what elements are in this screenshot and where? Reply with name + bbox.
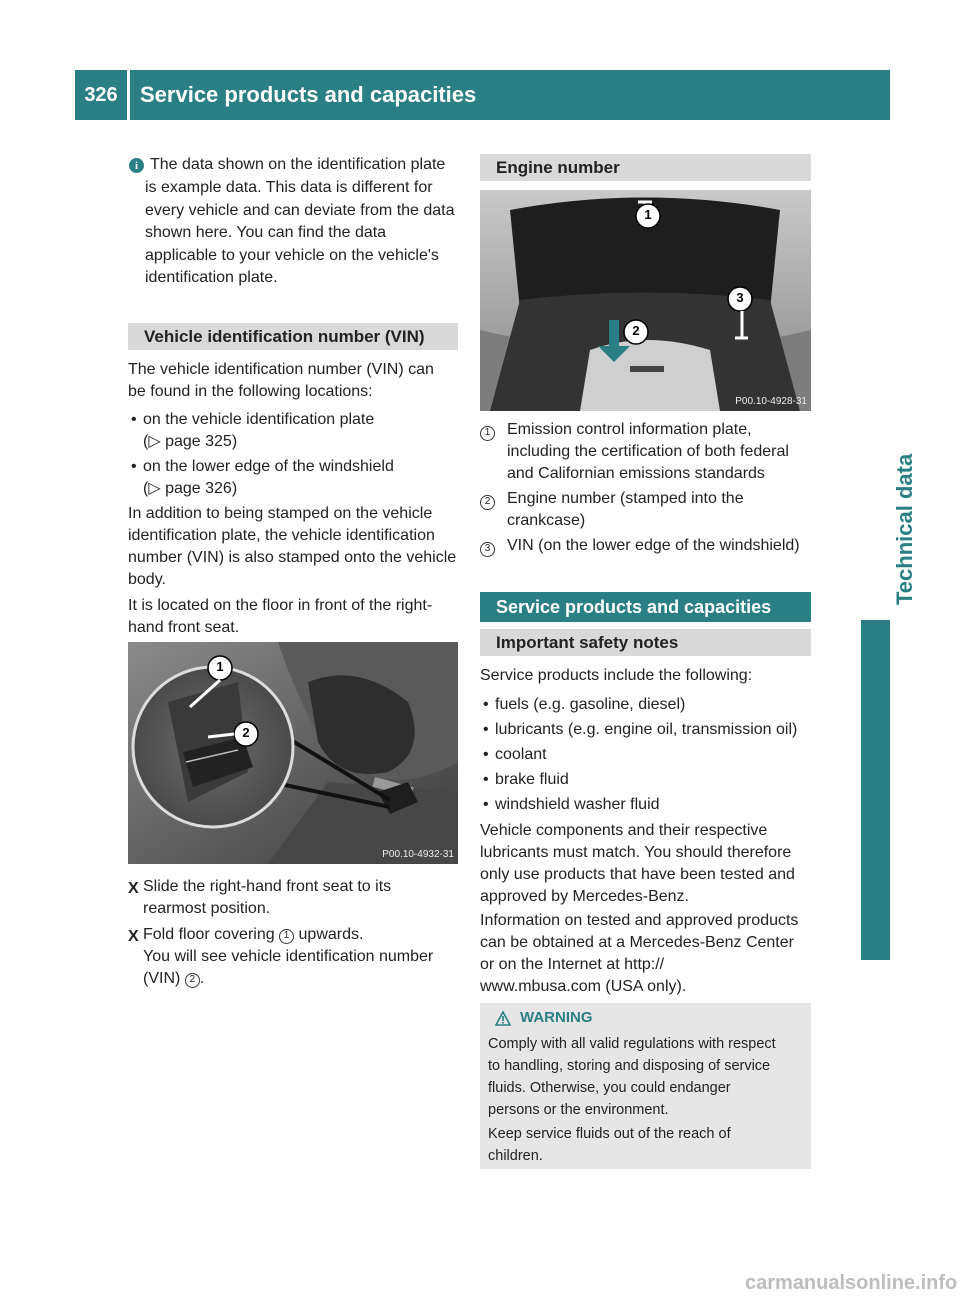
vin-bullet-2: • on the lower edge of the windshield [143,456,458,478]
warning-text-1 [488,1033,813,1121]
legend-3-line: VIN (on the lower edge of the windshield) [507,537,800,554]
seat-marker-1: 1 [216,659,224,674]
warning-line-5: Keep service fluids out of the reach of [488,1126,731,1142]
product-item-1: • fuels (e.g. gasoline, diesel) [495,694,815,716]
legend-2-line-1: Engine number (stamped into the [507,490,744,507]
info-line-2: is example data. This data is different for [145,179,433,196]
legend-2-marker [480,490,495,512]
warning-line-2: to handling, storing and disposing of service [488,1058,771,1074]
watermark: carmanualsonline.info [745,1272,958,1294]
step-2-text-d: (VIN) [143,970,181,987]
legend-1-icon: 1 [480,426,495,441]
vin-bullet-1-ref: (▷ page 325) [143,433,238,450]
step-2-text-b: upwards. [298,926,364,943]
warning-line-6: children. [488,1148,543,1164]
vin-heading: Vehicle identification number (VIN) [128,323,458,350]
side-tab-label: Technical data [892,453,917,605]
side-tab-label-wrap [862,355,917,605]
side-tab-bar [861,620,890,960]
para1-line-2: lubricants must match. You should therefore [480,844,792,861]
warning-line-4: persons or the environment. [488,1102,669,1118]
section-heading: Service products and capacities [480,592,811,622]
info-icon: i [129,158,144,173]
legend-1-marker [480,421,495,443]
warning-triangle-icon [495,1011,511,1026]
marker-2-icon: 2 [185,973,200,988]
vin-bullet-2-ref: (▷ page 326) [143,480,238,497]
legend-2-line-2: crankcase) [507,512,586,529]
step-2-line-2: You will see vehicle identification number [143,948,434,965]
engine-photo [480,190,811,411]
para1-line-4: approved by Mercedes-Benz. [480,888,689,905]
legend-2-icon: 2 [480,495,495,510]
seat-photo-illustration [128,642,458,864]
seat-photo [128,642,458,864]
page-title: Service products and capacities [140,82,477,107]
step-1-line-1: Slide the right-hand front seat to its [143,878,392,895]
info-line-1: The data shown on the identification plate [150,156,446,173]
product-item-2: • lubricants (e.g. engine oil, transmission oil) [495,719,815,741]
products-intro: Service products include the following: [480,667,753,684]
page-number: 326 [84,83,118,106]
legend-1-line-3: and Californian emissions standards [507,465,765,482]
para1-line-3: only use products that have been tested and [480,866,795,883]
vin-intro-1: The vehicle identification number (VIN) can [128,361,434,378]
info-line-4: shown here. You can find the data [145,224,387,241]
seat-photo-code: P00.10-4932-31 [382,849,454,860]
engine-marker-1: 1 [644,207,652,222]
step-2-marker: X [128,928,139,945]
vin-para-2: identification plate, the vehicle identification [128,527,435,544]
engine-photo-illustration [480,190,811,411]
engine-marker-2: 2 [632,323,640,338]
step-2-line-1 [143,924,463,946]
para2-line-4: www.mbusa.com (USA only). [480,978,687,995]
seat-marker-2: 2 [242,725,250,740]
step-2-text-a: Fold floor covering [143,926,275,943]
info-line-3: every vehicle and can deviate from the data [145,202,455,219]
vin-para2-2: hand front seat. [128,619,240,636]
vin-intro-2: be found in the following locations: [128,383,373,400]
header-divider [127,70,130,120]
engine-heading: Engine number [480,154,811,181]
step-1-marker: X [128,880,139,897]
legend-3-icon: 3 [480,542,495,557]
step-2-line-3 [143,968,463,990]
para2-line-2: can be obtained at a Mercedes-Benz Center [480,934,794,951]
marker-1-icon: 1 [279,929,294,944]
info-line-6: identification plate. [145,269,278,286]
vin-para-1: In addition to being stamped on the vehicle [128,505,433,522]
vin-para-3: number (VIN) is also stamped onto the vehicle [128,549,457,566]
safety-heading: Important safety notes [480,629,811,656]
warning-line-3: fluids. Otherwise, you could endanger [488,1080,731,1096]
warning-text-2 [488,1123,813,1167]
vin-bullet-1: • on the vehicle identification plate [143,409,458,431]
warning-line-1: Comply with all valid regulations with respect [488,1036,776,1052]
legend-1-line-1: Emission control information plate, [507,421,752,438]
warning-title: WARNING [520,1009,593,1026]
legend-1-line-2: including the certification of both federal [507,443,789,460]
legend-3-marker [480,537,495,559]
engine-photo-code: P00.10-4928-31 [735,396,807,407]
warning-box [480,1003,811,1169]
vin-para-4: body. [128,571,166,588]
product-item-4: • brake fluid [495,769,815,791]
para2-line-1: Information on tested and approved products [480,912,799,929]
engine-marker-3: 3 [736,290,744,305]
info-line-5: applicable to your vehicle on the vehicle's [145,247,439,264]
vin-para2-1: It is located on the floor in front of the right- [128,597,433,614]
step-2-text-e: . [199,970,205,987]
para1-line-1: Vehicle components and their respective [480,822,768,839]
product-item-5: • windshield washer fluid [495,794,815,816]
product-item-3: • coolant [495,744,815,766]
para2-line-3: or on the Internet at http:// [480,956,665,973]
step-1-line-2: rearmost position. [143,900,271,917]
